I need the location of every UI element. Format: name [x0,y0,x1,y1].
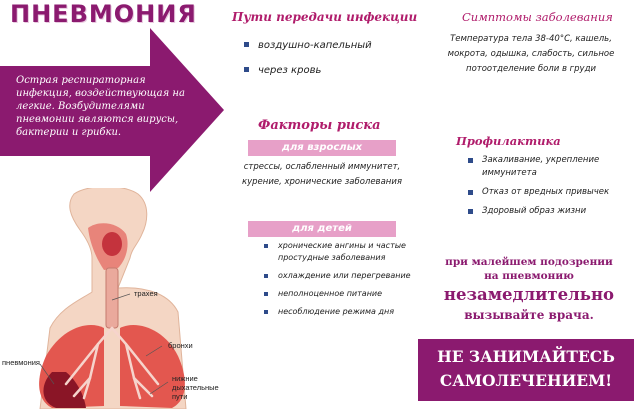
bullet-icon [244,42,249,47]
transmission-list [244,38,414,79]
list-item: несоблюдение режима дня [264,306,414,318]
adults-header: для взрослых [248,140,396,156]
list-item: Закаливание, укрепление иммунитета [468,154,620,180]
warning-line3: вызывайте врача. [464,308,594,322]
list-item: неполноценное питание [264,288,414,300]
warning-line2: на пневмонию [484,270,574,282]
bullet-icon [468,158,473,163]
lower-airways-label: нижние дыхательные пути [172,374,219,401]
list-item: хронические ангины и частые простудные заболевания [264,240,414,264]
bronchi-label: бронхи [168,341,193,350]
bullet-icon [468,209,473,214]
warning-block [418,255,640,323]
list-item: через кровь [244,63,414,79]
page-title: ПНЕВМОНИЯ [10,0,197,28]
list-item: Здоровый образ жизни [468,205,620,218]
risk-factors-title: Факторы риска [258,118,381,133]
warning-line1: при малейшем подозрении [445,256,613,268]
prevention-title: Профилактика [456,134,561,148]
bullet-icon [264,244,268,248]
children-list [264,240,414,318]
trachea-label: трахея [134,289,158,298]
bullet-icon [468,190,473,195]
transmission-title: Пути передачи инфекции [232,10,418,24]
banner-line1: НЕ ЗАНИМАЙТЕСЬ [437,347,615,366]
banner [418,339,634,401]
bullet-icon [264,274,268,278]
bullet-icon [264,292,268,296]
intro-text: Острая респираторная инфекция, воздействующая на легкие. Возбудителями пневмонии являются вирусы, бактерии и грибки. [16,75,185,138]
list-item: Отказ от вредных привычек [468,186,620,199]
pneumonia-label: пневмония [2,358,40,367]
symptoms-title: Симптомы заболевания [462,10,613,24]
list-item: охлаждение или перегревание [264,270,414,282]
children-header: для детей [248,221,396,237]
banner-line2: САМОЛЕЧЕНИЕМ! [439,371,613,390]
warning-emphasis: незамедлительно [443,285,615,304]
symptoms-text: Температура тела 38-40°С, кашель, мокрота, одышка, слабость, сильное потоотделение боли в груди [447,34,615,74]
prevention-list [468,154,620,218]
bullet-icon [264,310,268,314]
adults-text: стрессы, ослабленный иммунитет, курение, хронические заболевания [242,162,402,187]
list-item: воздушно-капельный [244,38,414,54]
bullet-icon [244,67,249,72]
